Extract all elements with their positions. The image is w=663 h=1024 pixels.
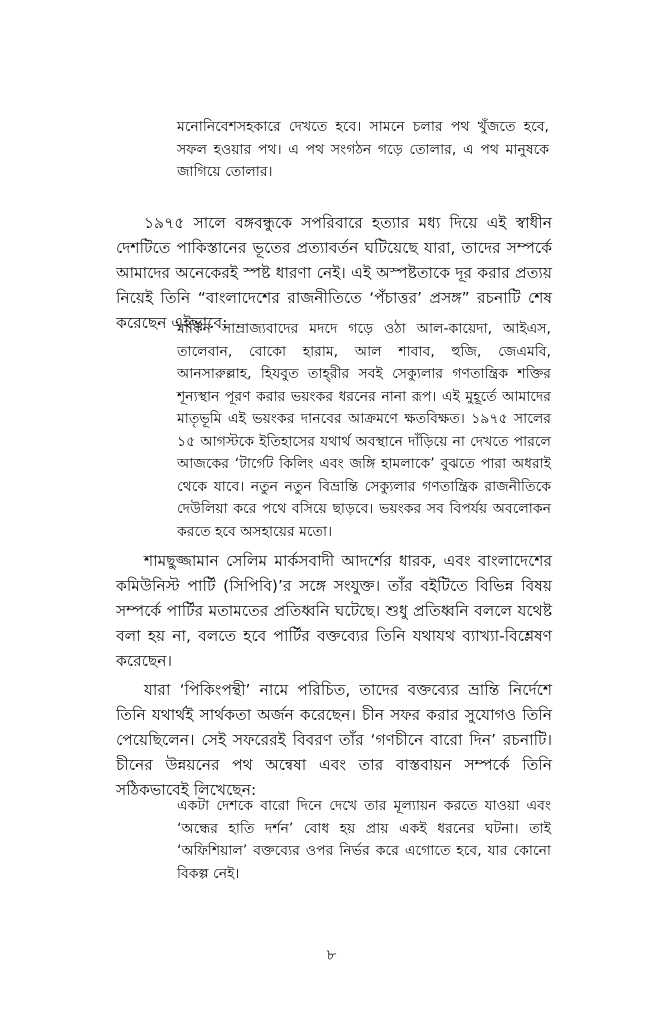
body-paragraph-selim: শামছুজ্জামান সেলিম মার্কসবাদী আদর্শের ধারক, এবং বাংলাদেশের কমিউনিস্ট পার্টি (সিপিবি)’র সঙ্গে সংযুক্ত। তাঁর বইটিতে বিভিন্ন বিষয় সম্পর্কে পার্টির মতামতের প্রতিধ্বনি ঘটেছে। শুধু প্রতিধ্বনি বললে যথেষ্ট বলা হয় না, বলতে হবে পার্টির বক্তব্যের তিনি যথাযথ ব্যাখ্যা-বিশ্লেষণ করেছেন।	[116, 552, 552, 670]
page-number: ৮	[326, 946, 337, 964]
block-quote-china-visit: একটা দেশকে বারো দিনে দেখে তার মূল্যায়ন করতে যাওয়া এবং ‘অন্ধের হাতি দর্শন’ বোধ হয় প্রায় একই ধরনের ঘটনা। তাই ‘অফিশিয়াল’ বক্তব্যের ওপর নির্ভর করে এগোতে হবে, যার কোনো বিকল্প নেই।	[177, 798, 551, 882]
body-paragraph-china: যারা ‘পিকিংপন্থী’ নামে পরিচিত, তাদের বক্তব্যের ভ্রান্তি নির্দেশে তিনি যথার্থই সার্থকতা অর্জন করেছেন। চীন সফর করার সুযোগও তিনি পেয়েছিলেন। সেই সফরেরই বিবরণ তাঁর ‘গণচীনে বারো দিন’ রচনাটি। চীনের উন্নয়নের পথ অন্বেষা এবং তার বাস্তবায়ন সম্পর্কে তিনি সঠিকভাবেই লিখেছেন:	[116, 681, 552, 799]
body-paragraph-1975: ১৯৭৫ সালে বঙ্গবন্ধুকে সপরিবারে হত্যার মধ্য দিয়ে এই স্বাধীন দেশটিতে পাকিস্তানের ভূতের প্রত্যাবর্তন ঘটিয়েছে যারা, তাদের সম্পর্কে আমাদের অনেকেরই স্পষ্ট ধারণা নেই। এই অস্পষ্টতাকে দূর করার প্রত্যয় নিয়েই তিনি “বাংলাদেশের রাজনীতিতে ‘পঁচাত্তর’ প্রসঙ্গ” রচনাটি শেষ করেছেন এইভাবে:	[116, 214, 552, 332]
block-quote-opening: মনোনিবেশসহকারে দেখতে হবে। সামনে চলার পথ খুঁজতে হবে, সফল হওয়ার পথ। এ পথ সংগঠন গড়ে তোলার, এ পথ মানুষকে জাগিয়ে তোলার।	[177, 119, 549, 180]
block-quote-militancy: মার্কিন সাম্রাজ্যবাদের মদদে গড়ে ওঠা আল-কায়েদা, আইএস, তালেবান, বোকো হারাম, আল শাবাব, হুজি, জেএমবি, আনসারুল্লাহ, হিযবুত তাহ্‌রীর সবই সেক্যুলার গণতান্ত্রিক শক্তির শূন্যস্থান পূরণ করার ভয়ংকর ধরনের নানা রূপ। এই মুহূর্তে আমাদের মাতৃভূমি এই ভয়ংকর দানবের আক্রমণে ক্ষতবিক্ষত। ১৯৭৫ সালের ১৫ আগস্টকে ইতিহাসের যথার্থ অবস্থানে দাঁড়িয়ে না দেখতে পারলে আজকের ‘টার্গেট কিলিং এবং জঙ্গি হামলাকে’ বুঝতে পারা অধরাই থেকে যাবে। নতুন নতুন বিভ্রান্তি সেক্যুলার গণতান্ত্রিক রাজনীতিকে দেউলিয়া করে পথে বসিয়ে ছাড়বে। ভয়ংকর সব বিপর্যয় অবলোকন করতে হবে অসহায়ের মতো।	[177, 321, 551, 540]
